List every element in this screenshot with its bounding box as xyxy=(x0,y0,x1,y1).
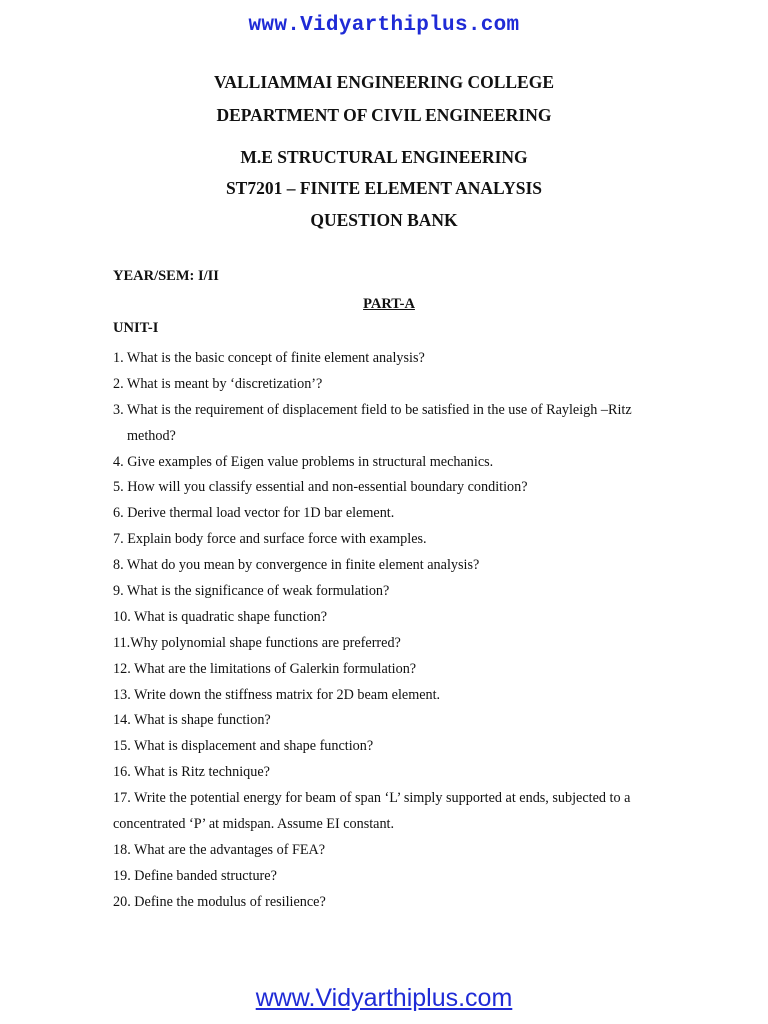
question-item: 8. What do you mean by convergence in finite element analysis? xyxy=(113,557,480,574)
program-name: M.E STRUCTURAL ENGINEERING xyxy=(240,147,528,167)
course-title: ST7201 – FINITE ELEMENT ANALYSIS xyxy=(225,178,543,198)
question-item: 14. What is shape function? xyxy=(113,712,271,729)
question-item: 10. What is quadratic shape function? xyxy=(113,608,328,625)
question-item: 1. What is the basic concept of finite element analysis? xyxy=(113,350,425,366)
document-type: QUESTION BANK xyxy=(310,210,458,230)
unit-heading: UNIT-I xyxy=(113,320,159,336)
part-heading: PART-A xyxy=(363,296,415,312)
question-item: 19. Define banded structure? xyxy=(113,867,277,884)
question-item: 16. What is Ritz technique? xyxy=(113,764,270,781)
question-item: 9. What is the significance of weak formulation? xyxy=(113,583,390,600)
question-item: 20. Define the modulus of resilience? xyxy=(113,893,326,910)
footer-site-link[interactable]: www.Vidyarthiplus.com xyxy=(255,984,513,1012)
question-list xyxy=(113,346,683,916)
question-item: 15. What is displacement and shape function? xyxy=(113,738,374,755)
question-item: 3. What is the requirement of displacement field to be satisfied in the use of Rayleigh –Ritz xyxy=(113,401,632,418)
question-item: 17. Write the potential energy for beam of span ‘L’ simply supported at ends, subjected to a xyxy=(113,790,631,807)
question-item-continuation: concentrated ‘P’ at midspan. Assume EI constant. xyxy=(113,816,395,833)
question-item: 5. How will you classify essential and non-essential boundary condition? xyxy=(113,479,528,496)
question-item: 7. Explain body force and surface force with examples. xyxy=(113,531,427,548)
question-item: 12. What are the limitations of Galerkin formulation? xyxy=(113,660,417,677)
question-item: 13. Write down the stiffness matrix for 2D beam element. xyxy=(113,686,441,703)
question-item-continuation: method? xyxy=(127,427,176,444)
question-item: 11.Why polynomial shape functions are preferred? xyxy=(113,634,401,651)
question-item: 4. Give examples of Eigen value problems in structural mechanics. xyxy=(113,453,494,470)
department-name: DEPARTMENT OF CIVIL ENGINEERING xyxy=(216,105,552,125)
question-item: 18. What are the advantages of FEA? xyxy=(113,841,326,858)
question-item: 2. What is meant by ‘discretization’? xyxy=(113,375,323,392)
question-item: 6. Derive thermal load vector for 1D bar element. xyxy=(113,505,395,522)
college-name: VALLIAMMAI ENGINEERING COLLEGE xyxy=(213,72,554,92)
year-semester: YEAR/SEM: I/II xyxy=(113,268,219,284)
header-site-link[interactable]: www.Vidyarthiplus.com xyxy=(248,14,520,37)
